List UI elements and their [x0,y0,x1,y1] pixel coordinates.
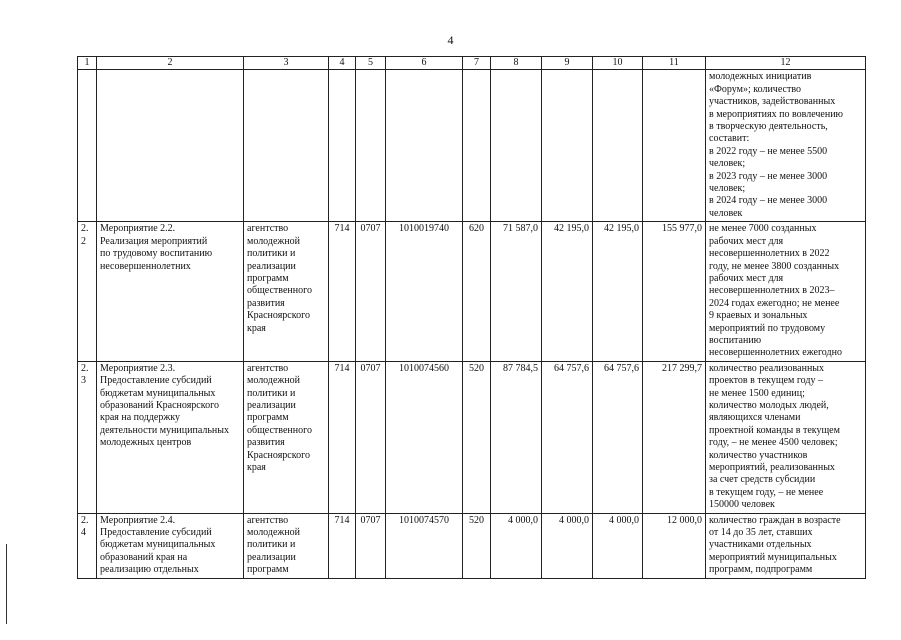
header-cell: 5 [356,57,386,70]
cell-2023: 42 195,0 [542,222,593,361]
cell-2024: 42 195,0 [593,222,643,361]
cell-csr: 1010074570 [386,513,463,578]
cell-vr: 520 [463,361,491,513]
cell-result: не менее 7000 созданных рабочих мест для несовершеннолетних в 2022 году, не менее 3800 созданных рабочих мест для несовершеннолетних в 2023– 2024 годах ежегодно; не менее 9 краевых и зональных мероприятий по трудовому воспитанию несовершеннолетних ежегодно [706,222,866,361]
header-cell: 7 [463,57,491,70]
header-row [78,57,866,70]
cell-2024: 4 000,0 [593,513,643,578]
cell-2022: 71 587,0 [491,222,542,361]
cell-csr: 1010074560 [386,361,463,513]
cell-vr: 520 [463,513,491,578]
header-cell: 6 [386,57,463,70]
cell-grbs: 714 [329,222,356,361]
header-cell: 10 [593,57,643,70]
cell-grbs [329,70,356,222]
measures-table [77,56,866,579]
cell-rzpr: 0707 [356,222,386,361]
header-cell: 1 [78,57,97,70]
cell-agency: агентство молодежной политики и реализации программ [244,513,329,578]
table-row [78,361,866,513]
cell-vr [463,70,491,222]
cell-total: 217 299,7 [643,361,706,513]
cell-2023 [542,70,593,222]
cell-result: молодежных инициатив «Форум»; количество участников, задействованных в мероприятиях по вовлечению в творческую деятельность, составит: в 2022 году – не менее 5500 человек; в 2023 году – не менее 3000 человек; в 2024 году – не менее 3000 человек [706,70,866,222]
cell-grbs: 714 [329,361,356,513]
header-cell: 2 [97,57,244,70]
cell-csr: 1010019740 [386,222,463,361]
cell-2022: 87 784,5 [491,361,542,513]
header-cell: 3 [244,57,329,70]
cell-rzpr: 0707 [356,361,386,513]
cell-no: 2.3 [78,361,97,513]
cell-agency: агентство молодежной политики и реализации программ общественного развития Красноярского края [244,361,329,513]
cell-result: количество граждан в возрасте от 14 до 35 лет, ставших участниками отдельных мероприятий муниципальных программ, подпрограмм [706,513,866,578]
cell-2023: 4 000,0 [542,513,593,578]
table-row [78,70,866,222]
header-cell: 9 [542,57,593,70]
page-number: 4 [447,33,454,47]
cell-name [97,70,244,222]
cell-total: 155 977,0 [643,222,706,361]
cell-total: 12 000,0 [643,513,706,578]
cell-name: Мероприятие 2.4. Предоставление субсидий бюджетам муниципальных образований края на реализацию отдельных [97,513,244,578]
cell-agency: агентство молодежной политики и реализации программ общественного развития Красноярского края [244,222,329,361]
cell-2022 [491,70,542,222]
cell-name: Мероприятие 2.3. Предоставление субсидий бюджетам муниципальных образований Красноярского края на поддержку деятельности муниципальных молодежных центров [97,361,244,513]
cell-no [78,70,97,222]
scan-margin-line [6,544,7,624]
cell-grbs: 714 [329,513,356,578]
table-row [78,513,866,578]
cell-2023: 64 757,6 [542,361,593,513]
header-cell: 12 [706,57,866,70]
header-cell: 8 [491,57,542,70]
cell-csr [386,70,463,222]
cell-2024: 64 757,6 [593,361,643,513]
cell-agency [244,70,329,222]
cell-total [643,70,706,222]
cell-no: 2.4 [78,513,97,578]
header-cell: 4 [329,57,356,70]
cell-result: количество реализованных проектов в текущем году – не менее 1500 единиц; количество молодых людей, являющихся членами проектной команды в текущем году, – не менее 4500 человек; количество участников мероприятий, реализованных за счет средств субсидии в текущем году, – не менее 150000 человек [706,361,866,513]
cell-rzpr [356,70,386,222]
cell-rzpr: 0707 [356,513,386,578]
cell-vr: 620 [463,222,491,361]
table-row [78,222,866,361]
cell-no: 2.2 [78,222,97,361]
cell-name: Мероприятие 2.2. Реализация мероприятий по трудовому воспитанию несовершеннолетних [97,222,244,361]
cell-2024 [593,70,643,222]
header-cell: 11 [643,57,706,70]
cell-2022: 4 000,0 [491,513,542,578]
